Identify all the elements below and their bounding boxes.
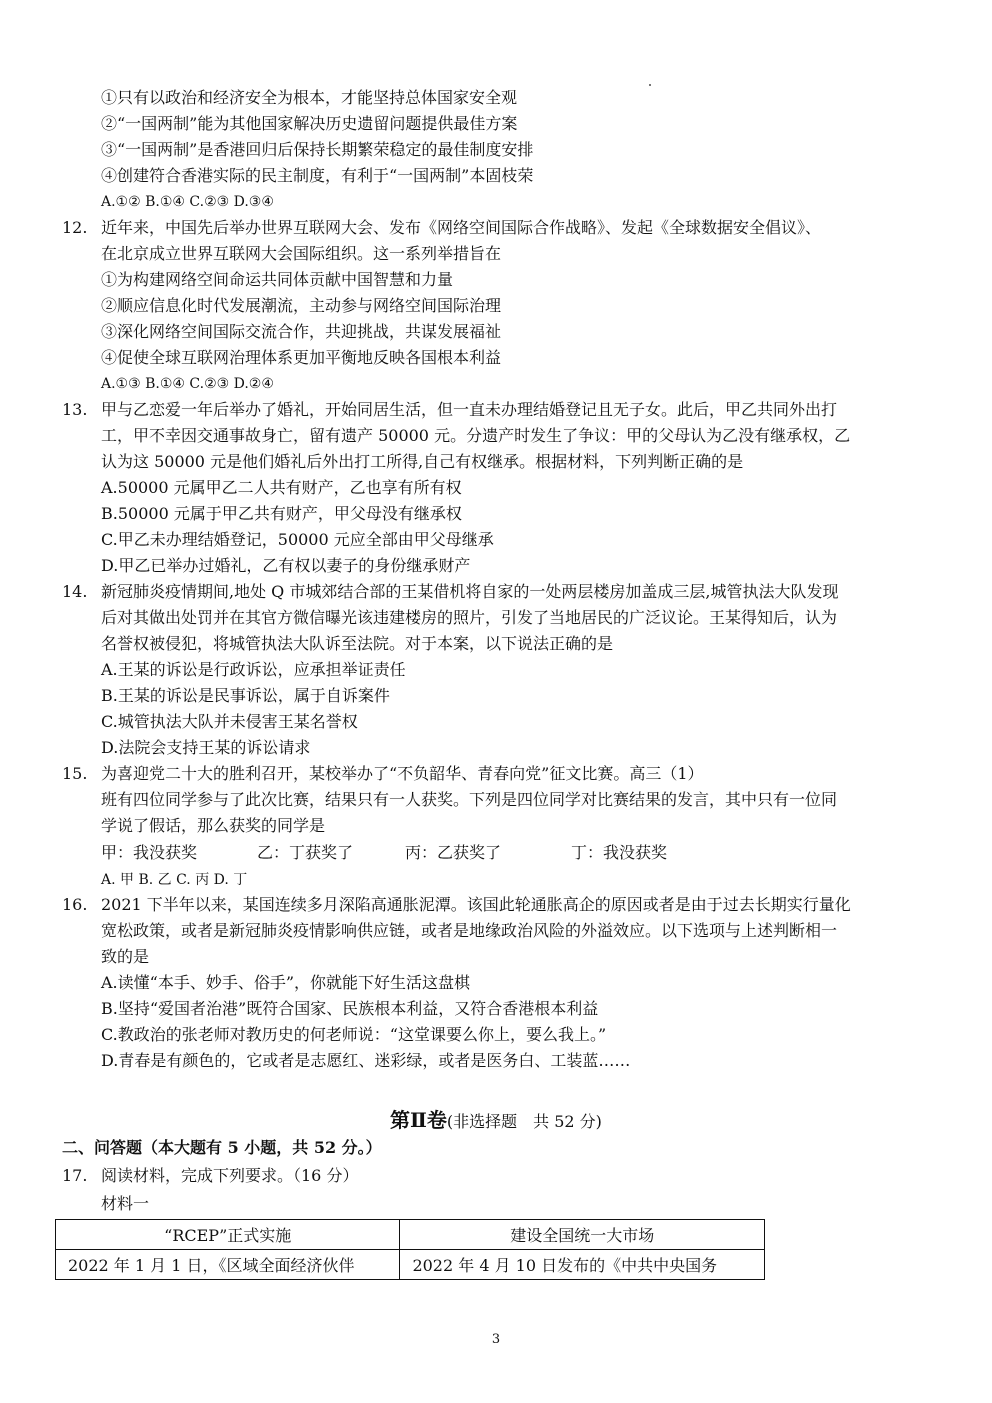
- q13-option-c: C.甲乙未办理结婚登记，50000 元应全部由甲父母继承: [101, 530, 494, 549]
- q12-stem-line-2: 在北京成立世界互联网大会国际组织。这一系列举措旨在: [101, 244, 502, 263]
- q11-option-3: ③“一国两制”是香港回归后保持长期繁荣稳定的最佳制度安排: [101, 140, 534, 159]
- q11-choices: A.①② B.①④ C.②③ D.③④: [101, 194, 274, 210]
- q15-stem-line-1: 为喜迎党二十大的胜利召开，某校举办了“不负韶华、青春向党”征文比赛。高三（1）: [101, 764, 704, 783]
- q14-stem-line-2: 后对其做出处罚并在其官方微信曝光该违建楼房的照片，引发了当地居民的广泛议论。王某得知后，认为: [101, 608, 838, 627]
- q17-stem: 阅读材料，完成下列要求。（16 分）: [101, 1166, 359, 1185]
- q17-number: 17.: [62, 1166, 88, 1185]
- table-header-rcep: “RCEP”正式实施: [56, 1220, 400, 1250]
- q11-option-2: ②“一国两制”能为其他国家解决历史遗留问题提供最佳方案: [101, 114, 518, 133]
- q12-option-3: ③深化网络空间国际交流合作，共迎挑战，共谋发展福祉: [101, 322, 502, 341]
- q13-option-d: D.甲乙已举办过婚礼，乙有权以妻子的身份继承财产: [101, 556, 471, 575]
- q13-option-a: A.50000 元属甲乙二人共有财产，乙也享有所有权: [101, 478, 462, 497]
- q16-stem-line-1: 2021 下半年以来，某国连续多月深陷高通胀泥潭。该国此轮通胀高企的原因或者是由于过去长期实行量化: [101, 895, 851, 914]
- q15-statement-ding: 丁：我没获奖: [571, 843, 668, 862]
- q14-stem-line-3: 名誉权被侵犯，将城管执法大队诉至法院。对于本案，以下说法正确的是: [101, 634, 614, 653]
- q15-stem-line-2: 班有四位同学参与了此次比赛，结果只有一人获奖。下列是四位同学对比赛结果的发言，其中只有一位同: [101, 790, 838, 809]
- q14-option-b: B.王某的诉讼是民事诉讼，属于自诉案件: [101, 686, 390, 705]
- part-two-subtitle: (非选择题 共 52 分): [446, 1112, 602, 1131]
- q16-option-a: A.读懂“本手、妙手、俗手”，你就能下好生活这盘棋: [101, 973, 471, 992]
- q12-number: 12.: [62, 218, 88, 237]
- q16-option-b: B.坚持“爱国者治港”既符合国家、民族根本利益，又符合香港根本利益: [101, 999, 599, 1018]
- q16-option-d: D.青春是有颜色的，它或者是志愿红、迷彩绿，或者是医务白、工装蓝……: [101, 1051, 631, 1070]
- q16-number: 16.: [62, 895, 88, 914]
- q12-option-2: ②顺应信息化时代发展潮流，主动参与网络空间国际治理: [101, 296, 502, 315]
- q13-stem-line-3: 认为这 50000 元是他们婚礼后外出打工所得,自己有权继承。根据材料，下列判断正确的是: [101, 452, 744, 471]
- q16-stem-line-2: 宽松政策，或者是新冠肺炎疫情影响供应链，或者是地缘政治风险的外溢效应。以下选项与上述判断相一: [101, 921, 838, 940]
- q15-number: 15.: [62, 764, 88, 783]
- q16-option-c: C.教政治的张老师对教历史的何老师说：“这堂课要么你上，要么我上。”: [101, 1025, 607, 1044]
- q15-stem-line-3: 学说了假话，那么获奖的同学是: [101, 816, 326, 835]
- q17-material-label: 材料一: [101, 1194, 150, 1213]
- q14-option-c: C.城管执法大队并未侵害王某名誉权: [101, 712, 358, 731]
- q13-stem-line-2: 工，甲不幸因交通事故身亡，留有遗产 50000 元。分遗产时发生了争议：甲的父母认为乙没有继承权，乙: [101, 426, 851, 445]
- q11-option-1: ①只有以政治和经济安全为根本，才能坚持总体国家安全观: [101, 88, 518, 107]
- material-table: [55, 1219, 765, 1280]
- table-cell-rcep: 2022 年 1 月 1 日，《区域全面经济伙伴: [56, 1250, 400, 1280]
- part-two-title: [0, 1104, 992, 1133]
- table-cell-market: 2022 年 4 月 10 日发布的《中共中央国务: [400, 1250, 765, 1280]
- section-two-heading: 二、问答题（本大题有 5 小题，共 52 分。）: [62, 1138, 382, 1157]
- q14-stem-line-1: 新冠肺炎疫情期间,地处 Q 市城郊结合部的王某借机将自家的一处两层楼房加盖成三层,城管执法大队发现: [101, 582, 839, 601]
- q14-option-d: D.法院会支持王某的诉讼请求: [101, 738, 311, 757]
- q15-statement-yi: 乙：丁获奖了: [257, 843, 354, 862]
- q13-number: 13.: [62, 400, 88, 419]
- q15-choices: A. 甲 B. 乙 C. 丙 D. 丁: [101, 872, 248, 888]
- q15-statement-jia: 甲：我没获奖: [101, 843, 198, 862]
- q12-option-4: ④促使全球互联网治理体系更加平衡地反映各国根本利益: [101, 348, 502, 367]
- part-two-label: 第Ⅱ卷: [390, 1108, 447, 1132]
- q11-option-4: ④创建符合香港实际的民主制度，有利于“一国两制”本固枝荣: [101, 166, 534, 185]
- q14-number: 14.: [62, 582, 88, 601]
- q14-option-a: A.王某的诉讼是行政诉讼，应承担举证责任: [101, 660, 406, 679]
- q12-option-1: ①为构建网络空间命运共同体贡献中国智慧和力量: [101, 270, 454, 289]
- table-header-market: 建设全国统一大市场: [400, 1220, 765, 1250]
- q12-stem-line-1: 近年来，中国先后举办世界互联网大会、发布《网络空间国际合作战略》、发起《全球数据安全倡议》、: [101, 218, 822, 237]
- table-row: [56, 1250, 765, 1280]
- page-number: 3: [491, 1332, 501, 1347]
- q12-choices: A.①③ B.①④ C.②③ D.②④: [101, 376, 274, 392]
- q13-option-b: B.50000 元属于甲乙共有财产，甲父母没有继承权: [101, 504, 462, 523]
- table-row: [56, 1220, 765, 1250]
- q16-stem-line-3: 致的是: [101, 947, 150, 966]
- q13-stem-line-1: 甲与乙恋爱一年后举办了婚礼，开始同居生活，但一直未办理结婚登记且无子女。此后，甲乙共同外出打: [101, 400, 838, 419]
- q15-statement-bing: 丙：乙获奖了: [405, 843, 502, 862]
- scan-speck: [649, 84, 651, 86]
